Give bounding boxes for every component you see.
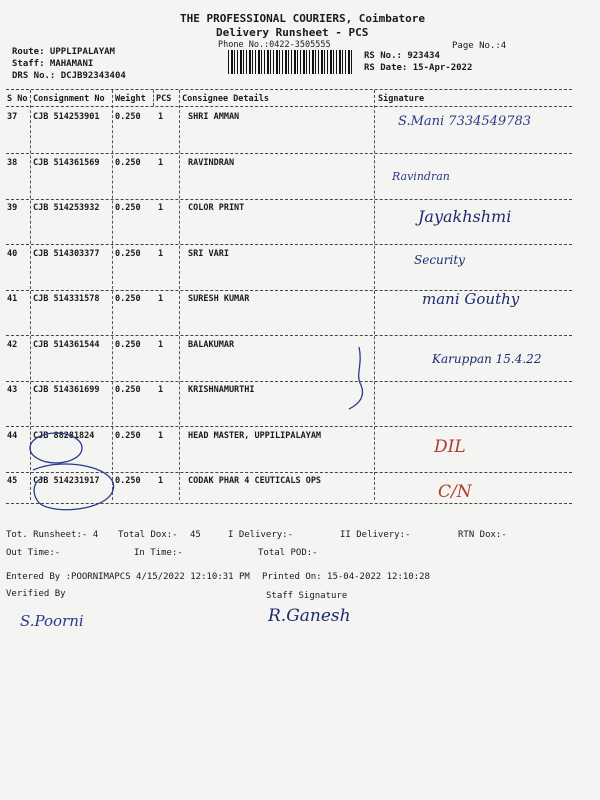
row-consignment: CJB 514231917: [33, 476, 100, 486]
row-divider: [6, 426, 572, 427]
row-consignee: SRI VARI: [188, 248, 229, 259]
row-pcs: 1: [158, 248, 164, 259]
row-pcs: 1: [158, 339, 164, 350]
row-consignment: CJB 514253932: [33, 203, 100, 213]
row-consignee: KRISHNAMURTHI: [188, 385, 255, 395]
row-consignment: CJB 514361569: [33, 157, 100, 168]
row-consignee: RAVINDRAN: [188, 157, 235, 168]
row-consignment: CJB 514361699: [33, 385, 100, 395]
col-sno: S No: [7, 94, 28, 104]
printed-on: Printed On: 15-04-2022 12:10:28: [262, 572, 430, 582]
total-dox-value: 45: [190, 530, 201, 540]
staff-handwritten-signature: R.Ganesh: [268, 606, 351, 626]
row-sno: 43: [7, 385, 18, 395]
entered-by: Entered By :POORNIMAPCS 4/15/2022 12:10:31 PM: [6, 572, 250, 582]
row-signature: Security: [414, 252, 465, 267]
row-weight: 0.250: [115, 385, 141, 395]
row-signature: S.Mani 7334549783: [398, 114, 532, 129]
row-consignment: CJB 514303377: [33, 248, 100, 259]
in-time: In Time:-: [134, 548, 183, 558]
row-sno: 42: [7, 339, 18, 350]
verified-by: Verified By: [6, 589, 66, 599]
row-pcs: 1: [158, 476, 164, 486]
row-signature: DIL: [434, 436, 466, 457]
table-bottom-divider: [6, 503, 572, 504]
row-sno: 44: [7, 430, 18, 441]
row-consignment: CJB 514361544: [33, 339, 100, 350]
row-consignee: SURESH KUMAR: [188, 294, 250, 304]
row-sno: 41: [7, 294, 18, 304]
row-divider: [6, 381, 572, 382]
rtn-dox: RTN Dox:-: [458, 530, 507, 540]
row-weight: 0.250: [115, 248, 141, 259]
row-consignment: CJB 514331578: [33, 294, 100, 304]
row-divider: [6, 335, 572, 336]
row-divider: [6, 244, 572, 245]
col-separator: [112, 90, 113, 500]
row-weight: 0.250: [115, 112, 141, 122]
total-runsheet: Tot. Runsheet:- 4: [6, 530, 99, 540]
row-signature: Karuppan 15.4.22: [432, 351, 542, 366]
row-signature: C/N: [438, 482, 472, 502]
row-consignment: CJB 514253901: [33, 112, 100, 122]
row-weight: 0.250: [115, 157, 141, 168]
row-weight: 0.250: [115, 476, 141, 486]
row-consignee: HEAD MASTER, UPPILIPALAYAM: [188, 430, 322, 441]
staff: Staff: MAHAMANI: [12, 59, 94, 69]
col-separator: [374, 90, 375, 500]
row-divider: [6, 199, 572, 200]
circle-mark: [25, 460, 125, 520]
row-consignee: BALAKUMAR: [188, 339, 235, 350]
rs-date: RS Date: 15-Apr-2022: [364, 63, 473, 73]
company-title: THE PROFESSIONAL COURIERS, Coimbatore: [180, 12, 426, 25]
row-weight: 0.250: [115, 339, 141, 350]
row-weight: 0.250: [115, 203, 141, 213]
rs-number: RS No.: 923434: [364, 51, 440, 61]
row-sno: 45: [7, 476, 18, 486]
row-signature: Ravindran: [392, 169, 450, 183]
total-pod: Total POD:-: [258, 548, 318, 558]
col-separator: [179, 90, 180, 500]
row-pcs: 1: [158, 157, 164, 168]
sheet-title: Delivery Runsheet - PCS: [216, 26, 369, 39]
row-pcs: 1: [158, 385, 164, 395]
row-consignment: CJB 88281824: [33, 430, 95, 441]
row-consignee: CODAK PHAR 4 CEUTICALS OPS: [188, 476, 322, 486]
row-sno: 39: [7, 203, 18, 213]
col-pcs: PCS: [156, 94, 172, 104]
barcode: [228, 50, 354, 74]
brace-mark: [345, 345, 375, 415]
staff-signature-label: Staff Signature: [266, 591, 348, 601]
row-weight: 0.250: [115, 294, 141, 304]
row-pcs: 1: [158, 203, 164, 213]
row-divider: [6, 153, 572, 154]
col-consignee: Consignee Details: [182, 94, 269, 104]
row-sno: 40: [7, 248, 18, 259]
row-sno: 37: [7, 112, 18, 122]
row-pcs: 1: [158, 294, 164, 304]
row-consignee: COLOR PRINT: [188, 203, 245, 213]
row-pcs: 1: [158, 430, 164, 441]
col-weight: Weight: [115, 94, 146, 104]
row-signature: mani Gouthy: [422, 290, 520, 308]
row-pcs: 1: [158, 112, 164, 122]
verified-signature: S.Poorni: [20, 612, 84, 630]
header-divider-bottom: [6, 106, 572, 107]
row-sno: 38: [7, 157, 18, 168]
drs-number: DRS No.: DCJB92343404: [12, 71, 126, 81]
total-dox-label: Total Dox:-: [118, 530, 178, 540]
phone-number: Phone No.:0422-3505555: [218, 40, 331, 50]
out-time: Out Time:-: [6, 548, 61, 558]
route: Route: UPPLIPALAYAM: [12, 47, 115, 57]
ii-delivery: II Delivery:-: [340, 530, 411, 540]
header-divider-top: [6, 89, 572, 90]
row-consignee: SHRI AMMAN: [188, 112, 240, 122]
row-signature: Jayakhshmi: [418, 207, 512, 226]
col-separator: [153, 90, 154, 106]
row-weight: 0.250: [115, 430, 141, 441]
i-delivery: I Delivery:-: [228, 530, 294, 540]
col-consignment: Consignment No: [33, 94, 105, 104]
col-signature: Signature: [378, 94, 425, 104]
page-number: Page No.:4: [452, 41, 507, 51]
